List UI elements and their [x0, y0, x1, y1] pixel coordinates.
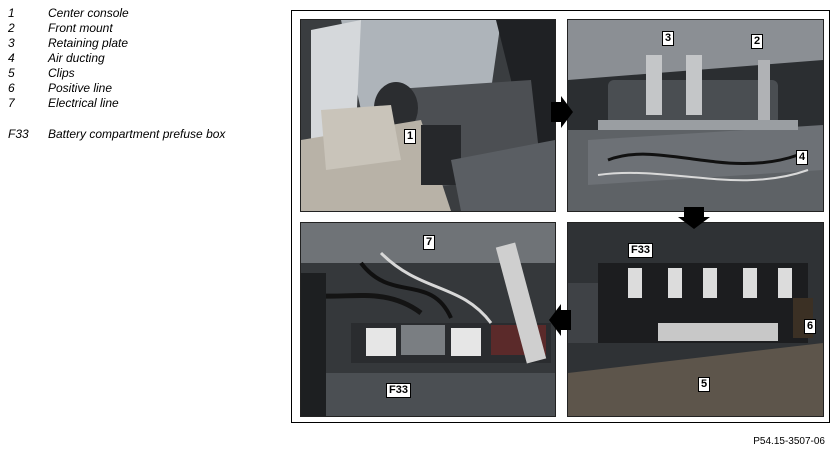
legend-desc: Center console: [48, 6, 129, 20]
callout-5: 5: [698, 377, 710, 392]
legend-key: 2: [8, 21, 15, 35]
legend-key: 7: [8, 96, 15, 110]
legend-desc: Clips: [48, 66, 75, 80]
callout-7: 7: [423, 235, 435, 250]
callout-6: 6: [804, 319, 816, 334]
legend-desc: Air ducting: [48, 51, 105, 65]
legend-key: 6: [8, 81, 15, 95]
callout-f33: F33: [386, 383, 411, 398]
figure-id: P54.15-3507-06: [753, 436, 825, 447]
callout-f33: F33: [628, 243, 653, 258]
photo-electrical-lines: [300, 222, 556, 417]
legend-desc: Front mount: [48, 21, 113, 35]
arrow-down-icon: [678, 207, 710, 229]
arrow-left-icon: [549, 304, 571, 336]
legend-key: F33: [8, 127, 29, 141]
callout-4: 4: [796, 150, 808, 165]
callout-1: 1: [404, 129, 416, 144]
photo-console-brackets: [567, 19, 824, 212]
legend-key: 3: [8, 36, 15, 50]
callout-2: 2: [751, 34, 763, 49]
photo-prefuse-box: [567, 222, 824, 417]
legend-key: 4: [8, 51, 15, 65]
legend-desc: Electrical line: [48, 96, 119, 110]
photo-interior: [300, 19, 556, 212]
legend-desc: Retaining plate: [48, 36, 129, 50]
legend-key: 1: [8, 6, 15, 20]
figure-frame: [291, 10, 830, 423]
legend-desc: Positive line: [48, 81, 113, 95]
legend-key: 5: [8, 66, 15, 80]
callout-3: 3: [662, 31, 674, 46]
legend-desc: Battery compartment prefuse box: [48, 127, 226, 141]
arrow-right-icon: [551, 96, 573, 128]
